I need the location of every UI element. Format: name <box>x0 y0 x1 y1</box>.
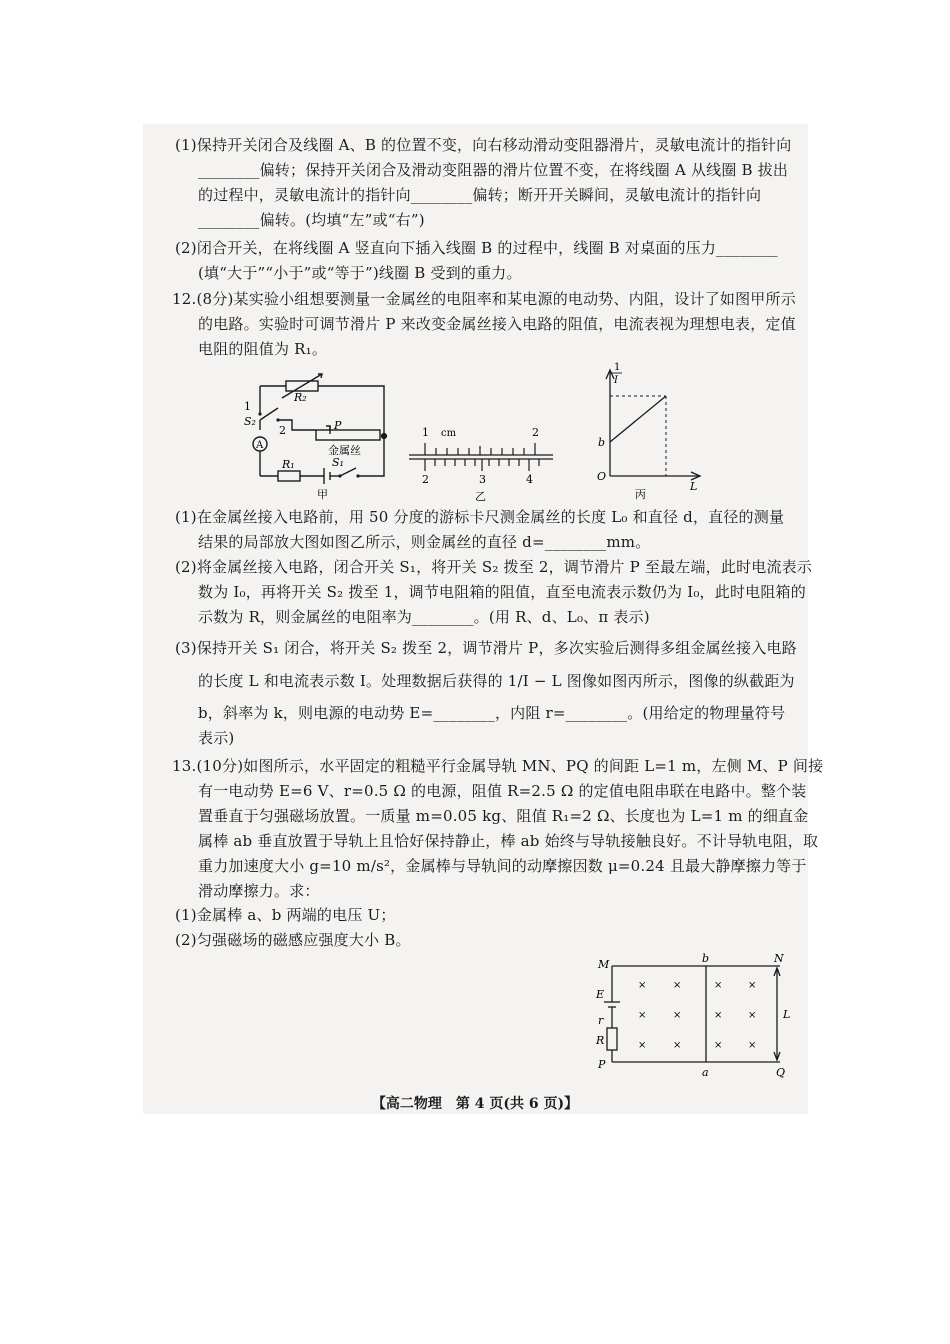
label-P: P <box>598 1058 606 1071</box>
label-r1: R₁ <box>282 458 295 471</box>
text-line: 结果的局部放大图如图乙所示，则金属丝的直径 d=________mm。 <box>198 533 651 551</box>
figure-rail-circuit <box>590 952 795 1080</box>
text-line: 置垂直于匀强磁场放置。一质量 m=0.05 kg、阻值 R₁=2 Ω、长度也为 L=1 m 的细直金 <box>198 807 809 825</box>
text-line: ________偏转；保持开关闭合及滑动变阻器的滑片位置不变，在将线圈 A 从线圈 B 拔出 <box>198 161 789 179</box>
field-cross: × <box>714 1010 723 1021</box>
figure-jia-circuit <box>232 368 400 503</box>
caption-jia: 甲 <box>317 488 328 501</box>
figure-yi-vernier <box>405 420 560 505</box>
field-cross: × <box>673 1010 682 1021</box>
field-cross: × <box>748 1040 757 1051</box>
field-cross: × <box>673 980 682 991</box>
label-N: N <box>774 952 784 965</box>
label-r2: R₂ <box>294 391 307 404</box>
label-E: E <box>596 988 605 1001</box>
text-line: (1)保持开关闭合及线圈 A、B 的位置不变，向右移动滑动变阻器滑片，灵敏电流计的指针向 <box>175 136 792 154</box>
label-pos1: 1 <box>244 400 251 413</box>
text-line: (2)闭合开关，在将线圈 A 竖直向下插入线圈 B 的过程中，线圈 B 对桌面的压力________ <box>175 239 778 257</box>
label-metal-wire: 金属丝 <box>328 444 361 457</box>
text-line: 表示) <box>198 729 235 747</box>
intercept-label: b <box>598 436 606 449</box>
text-line: 的电路。实验时可调节滑片 P 来改变金属丝接入电路的阻值，电流表视为理想电表，定值 <box>198 315 796 333</box>
caption-bing: 丙 <box>635 488 646 501</box>
caption-yi: 乙 <box>475 490 486 503</box>
label-a: a <box>702 1066 709 1079</box>
origin-label: O <box>597 470 607 483</box>
text-line: 的长度 L 和电流表示数 I。处理数据后获得的 1/I − L 图像如图丙所示，图像的纵截距为 <box>198 672 795 690</box>
figure-bing-graph <box>590 358 710 506</box>
text-line: 有一电动势 E=6 V、r=0.5 Ω 的电源，阻值 R=2.5 Ω 的定值电阻串联在电路中。整个装 <box>198 782 807 800</box>
field-cross: × <box>748 1010 757 1021</box>
field-cross: × <box>714 1040 723 1051</box>
main-scale-unit: cm <box>441 428 457 439</box>
vernier-4: 4 <box>526 473 533 486</box>
page-footer: 【高二物理 第 4 页(共 6 页)】 <box>371 1096 579 1112</box>
label-s2: S₂ <box>244 415 256 428</box>
field-cross: × <box>714 980 723 991</box>
label-L: L <box>783 1008 791 1021</box>
label-slider-p: P <box>334 419 342 432</box>
y-axis-denominator: I <box>614 375 618 386</box>
vernier-3: 3 <box>479 473 486 486</box>
label-Q: Q <box>776 1066 786 1079</box>
text-line: (填“大于”“小于”或“等于”)线圈 B 受到的重力。 <box>198 264 522 282</box>
ammeter-symbol: A <box>256 440 264 451</box>
text-line: (2)匀强磁场的磁感应强度大小 B。 <box>175 931 411 949</box>
question-13-heading: 13.(10分)如图所示，水平固定的粗糙平行金属导轨 MN、PQ 的间距 L=1 m，左侧 M、P 间接 <box>172 757 824 775</box>
label-R: R <box>596 1034 605 1047</box>
text-line: 重力加速度大小 g=10 m/s²，金属棒与导轨间的动摩擦因数 μ=0.24 且最大静摩擦力等于 <box>198 857 807 875</box>
text-line: 电阻的阻值为 R₁。 <box>198 340 328 358</box>
text-line: 示数为 R，则金属丝的电阻率为________。(用 R、d、L₀、π 表示) <box>198 608 650 626</box>
text-line: 滑动摩擦力。求： <box>198 882 320 900</box>
main-scale-1: 1 <box>422 426 429 439</box>
label-r: r <box>598 1014 604 1027</box>
field-cross: × <box>638 1010 647 1021</box>
text-line: b，斜率为 k，则电源的电动势 E=________，内阻 r=________。(用给定的物理量符号 <box>198 704 786 722</box>
field-cross: × <box>673 1040 682 1051</box>
label-b: b <box>702 952 710 965</box>
label-s1: S₁ <box>332 456 344 469</box>
text-line: (1)在金属丝接入电路前，用 50 分度的游标卡尺测金属丝的长度 L₀ 和直径 d，直径的测量 <box>175 508 785 526</box>
text-line: (3)保持开关 S₁ 闭合，将开关 S₂ 拨至 2，调节滑片 P，多次实验后测得多组金属丝接入电路 <box>175 639 797 657</box>
field-cross: × <box>638 980 647 991</box>
field-cross: × <box>638 1040 647 1051</box>
text-line: ________偏转。(均填“左”或“右”) <box>198 211 425 229</box>
x-axis-label: L <box>690 480 698 493</box>
text-line: 属棒 ab 垂直放置于导轨上且恰好保持静止，棒 ab 始终与导轨接触良好。不计导轨电阻，取 <box>198 832 819 850</box>
vernier-2: 2 <box>422 473 429 486</box>
question-12-heading: 12.(8分)某实验小组想要测量一金属丝的电阻率和某电源的电动势、内阻，设计了如图甲所示 <box>172 290 796 308</box>
text-line: 数为 I₀，再将开关 S₂ 拨至 1，调节电阻箱的阻值，直至电流表示数仍为 I₀，此时电阻箱的 <box>198 583 806 601</box>
text-line: (2)将金属丝接入电路，闭合开关 S₁，将开关 S₂ 拨至 2，调节滑片 P 至最左端，此时电流表示 <box>175 558 813 576</box>
text-line: (1)金属棒 a、b 两端的电压 U； <box>175 906 396 924</box>
field-cross: × <box>748 980 757 991</box>
y-axis-numerator: 1 <box>614 362 621 373</box>
label-pos2: 2 <box>279 424 286 437</box>
text-line: 的过程中，灵敏电流计的指针向________偏转；断开开关瞬间，灵敏电流计的指针向 <box>198 186 762 204</box>
label-M: M <box>598 958 610 971</box>
main-scale-2: 2 <box>532 426 539 439</box>
